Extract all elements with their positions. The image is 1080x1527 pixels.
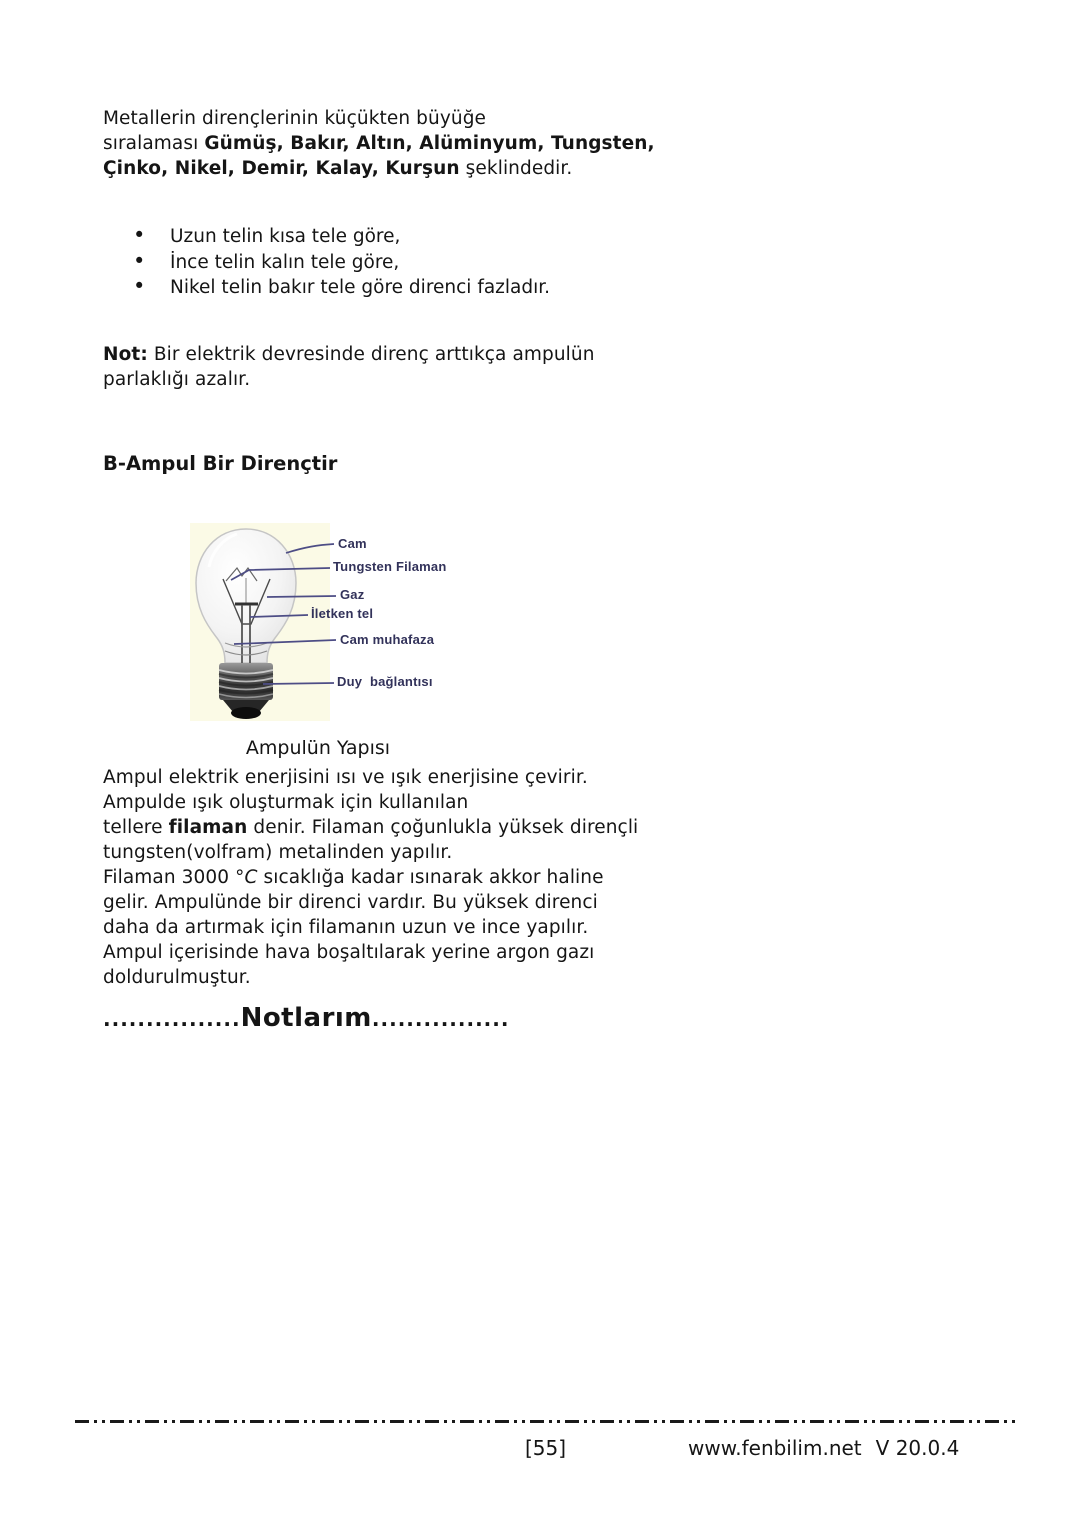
notes-heading <box>103 1003 509 1033</box>
site-url: www.fenbilim.net <box>688 1436 862 1460</box>
footer-divider <box>75 1420 1020 1423</box>
diagram-label-duy-baglantisi: Duy bağlantısı <box>337 674 433 689</box>
resistance-factors-list <box>103 224 550 301</box>
list-item-text: İnce telin kalın tele göre, <box>170 251 400 273</box>
note-paragraph: Not: Bir elektrik devresinde direnç arttıkça ampulün parlaklığı azalır. <box>103 344 595 390</box>
diagram-caption: Ampulün Yapısı <box>245 737 391 759</box>
diagram-label-gaz: Gaz <box>340 587 365 602</box>
list-item-text: Nikel telin bakır tele göre direnci fazladır. <box>170 277 551 298</box>
dots-right: ................ <box>371 1007 510 1031</box>
notes-title: Notlarım <box>240 1003 372 1033</box>
dots-left: ................ <box>103 1007 241 1031</box>
list-item-text: Uzun telin kısa tele göre, <box>170 226 401 247</box>
diagram-label-iletken-tel: İletken tel <box>311 606 374 621</box>
list-item <box>103 224 550 250</box>
diagram-label-cam-muhafaza: Cam muhafaza <box>340 632 435 647</box>
body-paragraph: Ampul elektrik enerjisini ısı ve ışık enerjisine çevirir. Ampulde ışık oluşturmak için kullanılan tellere filaman denir. Filaman çoğunlukla yüksek dirençli tungsten(volfram) metalinden yapılır. Filaman 3000 °C sıcaklığa kadar ısınarak akkor haline gelir. Ampulünde bir direnci vardır. Bu yüksek direnci daha da artırmak için filamanın uzun ve ince yapılır. Ampul içerisinde hava boşaltılarak yerine argon gazı doldurulmuştur. <box>103 767 639 988</box>
intro-paragraph: Metallerin dirençlerinin küçükten büyüğe sıralaması Gümüş, Bakır, Altın, Alüminyum, Tungsten, Çinko, Nikel, Demir, Kalay, Kurşun şeklindedir. <box>103 108 655 179</box>
section-heading: B-Ampul Bir Dirençtir <box>103 452 338 475</box>
footer-info <box>688 1436 959 1460</box>
page-number: [55] <box>525 1436 567 1460</box>
diagram-label-tungsten-filaman: Tungsten Filaman <box>333 559 447 574</box>
list-item <box>103 250 550 276</box>
bulb-diagram <box>190 523 475 723</box>
version-label: V 20.0.4 <box>875 1436 960 1460</box>
list-item <box>103 275 550 301</box>
light-bulb-illustration <box>190 523 475 723</box>
diagram-label-cam: Cam <box>338 536 367 551</box>
